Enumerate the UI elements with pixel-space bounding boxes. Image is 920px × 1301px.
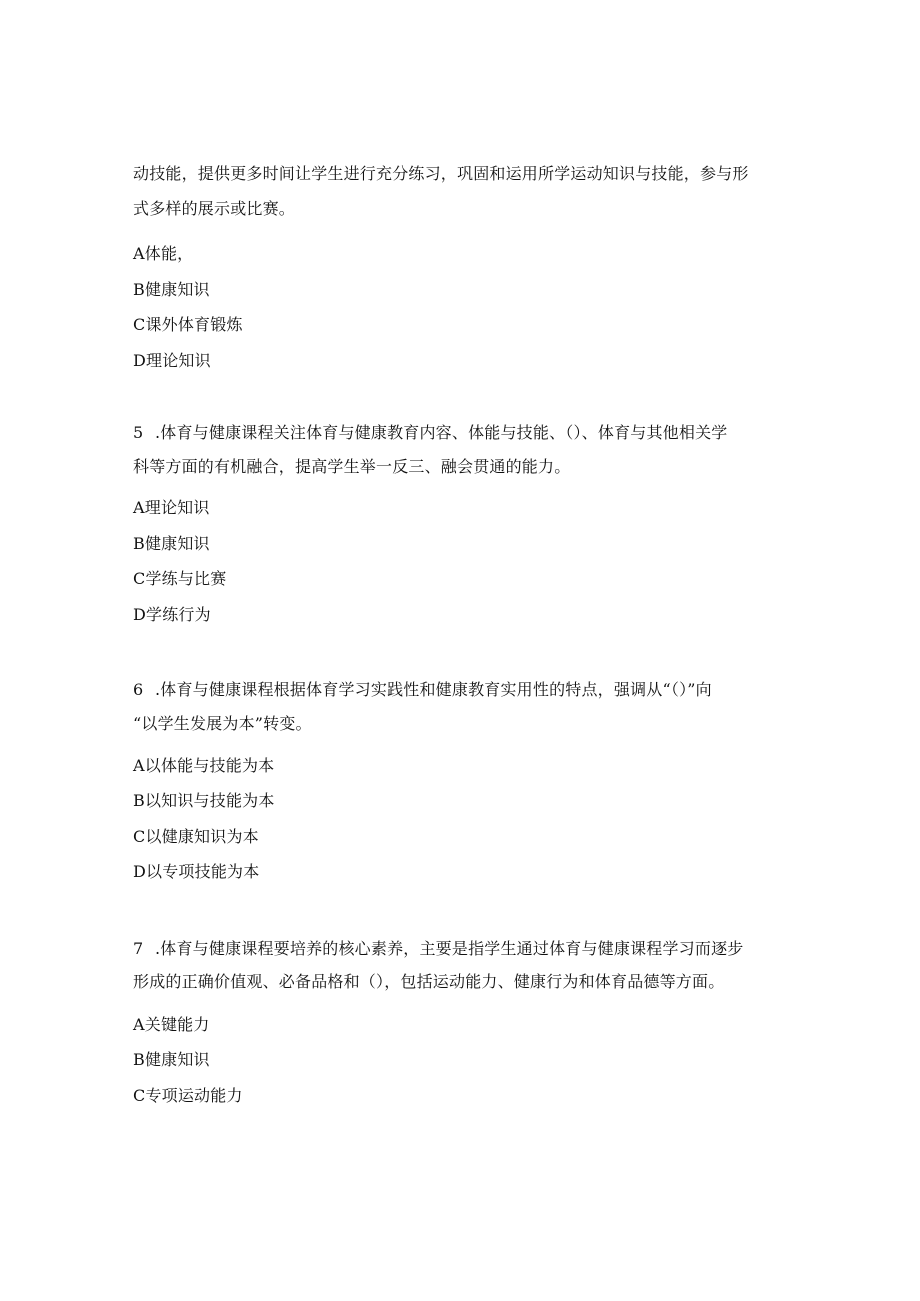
question-text: .体育与健康课程关注体育与健康教育内容、体能与技能、（）、体育与其他相关学 <box>155 423 728 442</box>
question-7-option-b: B健康知识 <box>133 1050 210 1069</box>
question-6-option-c: C以健康知识为本 <box>133 827 259 846</box>
question-7-option-a: A关键能力 <box>133 1015 210 1034</box>
question-6-line-2: “以学生发展为本”转变。 <box>133 714 312 733</box>
question-7-option-c: C专项运动能力 <box>133 1086 243 1105</box>
option-a: A体能， <box>133 244 194 263</box>
question-continuation-line-1: 动技能，提供更多时间让学生进行充分练习，巩固和运用所学运动知识与技能，参与形 <box>133 164 749 183</box>
question-text: .体育与健康课程根据体育学习实践性和健康教育实用性的特点，强调从“（）”向 <box>155 680 712 699</box>
option-b: B健康知识 <box>133 280 210 299</box>
question-number: 5 <box>133 423 144 442</box>
option-d: D理论知识 <box>133 351 211 370</box>
question-5-option-c: C学练与比赛 <box>133 569 227 588</box>
question-7-line-1 <box>133 939 744 959</box>
question-continuation-line-2: 式多样的展示或比赛。 <box>133 199 296 218</box>
question-text: .体育与健康课程要培养的核心素养，主要是指学生通过体育与健康课程学习而逐步 <box>155 939 744 958</box>
question-5-option-b: B健康知识 <box>133 534 210 553</box>
question-number: 6 <box>133 680 144 699</box>
question-5-option-d: D学练行为 <box>133 605 211 624</box>
question-7-line-2: 形成的正确价值观、必备品格和（），包括运动能力、健康行为和体育品德等方面。 <box>133 972 725 991</box>
question-6-option-b: B以知识与技能为本 <box>133 791 275 810</box>
question-6-line-1 <box>133 680 712 700</box>
question-6-option-a: A以体能与技能为本 <box>133 756 275 775</box>
question-number: 7 <box>133 939 144 958</box>
question-5-line-2: 科等方面的有机融合，提高学生举一反三、融会贯通的能力。 <box>133 457 571 476</box>
question-5-option-a: A理论知识 <box>133 498 210 517</box>
option-c: C课外体育锻炼 <box>133 315 243 334</box>
question-5-line-1 <box>133 423 728 443</box>
question-6-option-d: D以专项技能为本 <box>133 862 260 881</box>
